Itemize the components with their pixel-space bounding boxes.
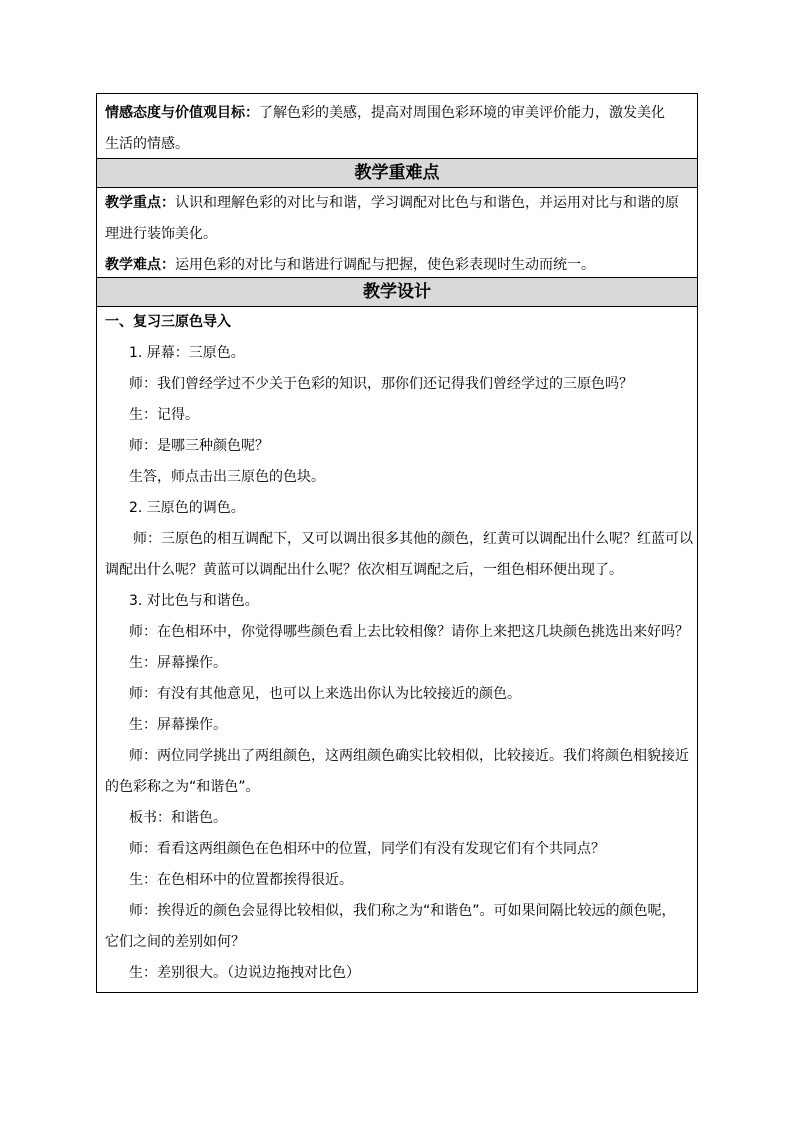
design-cell <box>97 307 697 992</box>
section-title: 一、复习三原色导入 <box>105 314 231 330</box>
paragraph-line: 师：挨得近的颜色会显得比较相似，我们称之为“和谐色”。可如果间隔比较远的颜色呢， <box>129 903 676 919</box>
emotion-goal-line-2: 生活的情感。 <box>105 136 189 152</box>
paragraph-line: 师：三原色的相互调配下，又可以调出很多其他的颜色，红黄可以调配出什么呢？红蓝可以 <box>133 531 693 547</box>
hard-point-label: 教学难点： <box>105 257 175 273</box>
hard-point-line <box>105 250 689 281</box>
emotion-goal-cell <box>97 94 697 159</box>
lesson-plan-table <box>96 93 698 993</box>
paragraph-line: 3. 对比色与和谐色。 <box>129 593 259 609</box>
paragraph-line: 师：我们曾经学过不少关于色彩的知识，那你们还记得我们曾经学过的三原色吗？ <box>129 376 633 392</box>
paragraph-line: 生：屏幕操作。 <box>129 717 227 733</box>
key-point-label: 教学重点： <box>105 195 175 211</box>
hard-point-text: 运用色彩的对比与和谐进行调配与把握，使色彩表现时生动而统一。 <box>175 257 595 273</box>
paragraph-line: 生答，师点击出三原色的色块。 <box>129 469 325 485</box>
paragraph-line: 师：是哪三种颜色呢？ <box>129 438 269 454</box>
paragraph-line: 生：记得。 <box>129 407 199 423</box>
paragraph-line: 的色彩称之为“和谐色”。 <box>105 779 260 795</box>
paragraph-line: 生：差别很大。（边说边拖拽对比色） <box>129 965 360 981</box>
key-point-line-1 <box>105 188 689 219</box>
paragraph-line: 调配出什么呢？黄蓝可以调配出什么呢？依次相互调配之后，一组色相环便出现了。 <box>105 562 623 578</box>
emotion-goal-line-1 <box>105 98 689 129</box>
difficulty-header: 教学重难点 <box>97 159 697 188</box>
paragraph-line: 师：在色相环中，你觉得哪些颜色看上去比较相像？请你上来把这几块颜色挑选出来好吗？ <box>129 624 689 640</box>
paragraph-line: 师：看看这两组颜色在色相环中的位置，同学们有没有发现它们有个共同点？ <box>129 841 605 857</box>
paragraph-line: 师：有没有其他意见，也可以上来选出你认为比较接近的颜色。 <box>129 686 521 702</box>
paragraph-line: 2. 三原色的调色。 <box>129 500 245 516</box>
paragraph-line: 板书：和谐色。 <box>129 810 227 826</box>
paragraph-line: 生：在色相环中的位置都挨得很近。 <box>129 872 353 888</box>
key-point-text: 认识和理解色彩的对比与和谐，学习调配对比色与和谐色，并运用对比与和谐的原 <box>175 195 679 211</box>
emotion-goal-label: 情感态度与价值观目标： <box>105 105 259 121</box>
paragraph-line: 生：屏幕操作。 <box>129 655 227 671</box>
paragraph-line: 它们之间的差别如何？ <box>105 934 245 950</box>
emotion-goal-text: 了解色彩的美感，提高对周围色彩环境的审美评价能力，激发美化 <box>259 105 665 121</box>
paragraph-line: 1. 屏幕：三原色。 <box>129 345 245 361</box>
design-header: 教学设计 <box>97 278 697 307</box>
difficulty-cell <box>97 188 697 278</box>
key-point-line-2: 理进行装饰美化。 <box>105 226 217 242</box>
paragraph-line: 师：两位同学挑出了两组颜色，这两组颜色确实比较相似，比较接近。我们将颜色相貌接近 <box>129 748 689 764</box>
